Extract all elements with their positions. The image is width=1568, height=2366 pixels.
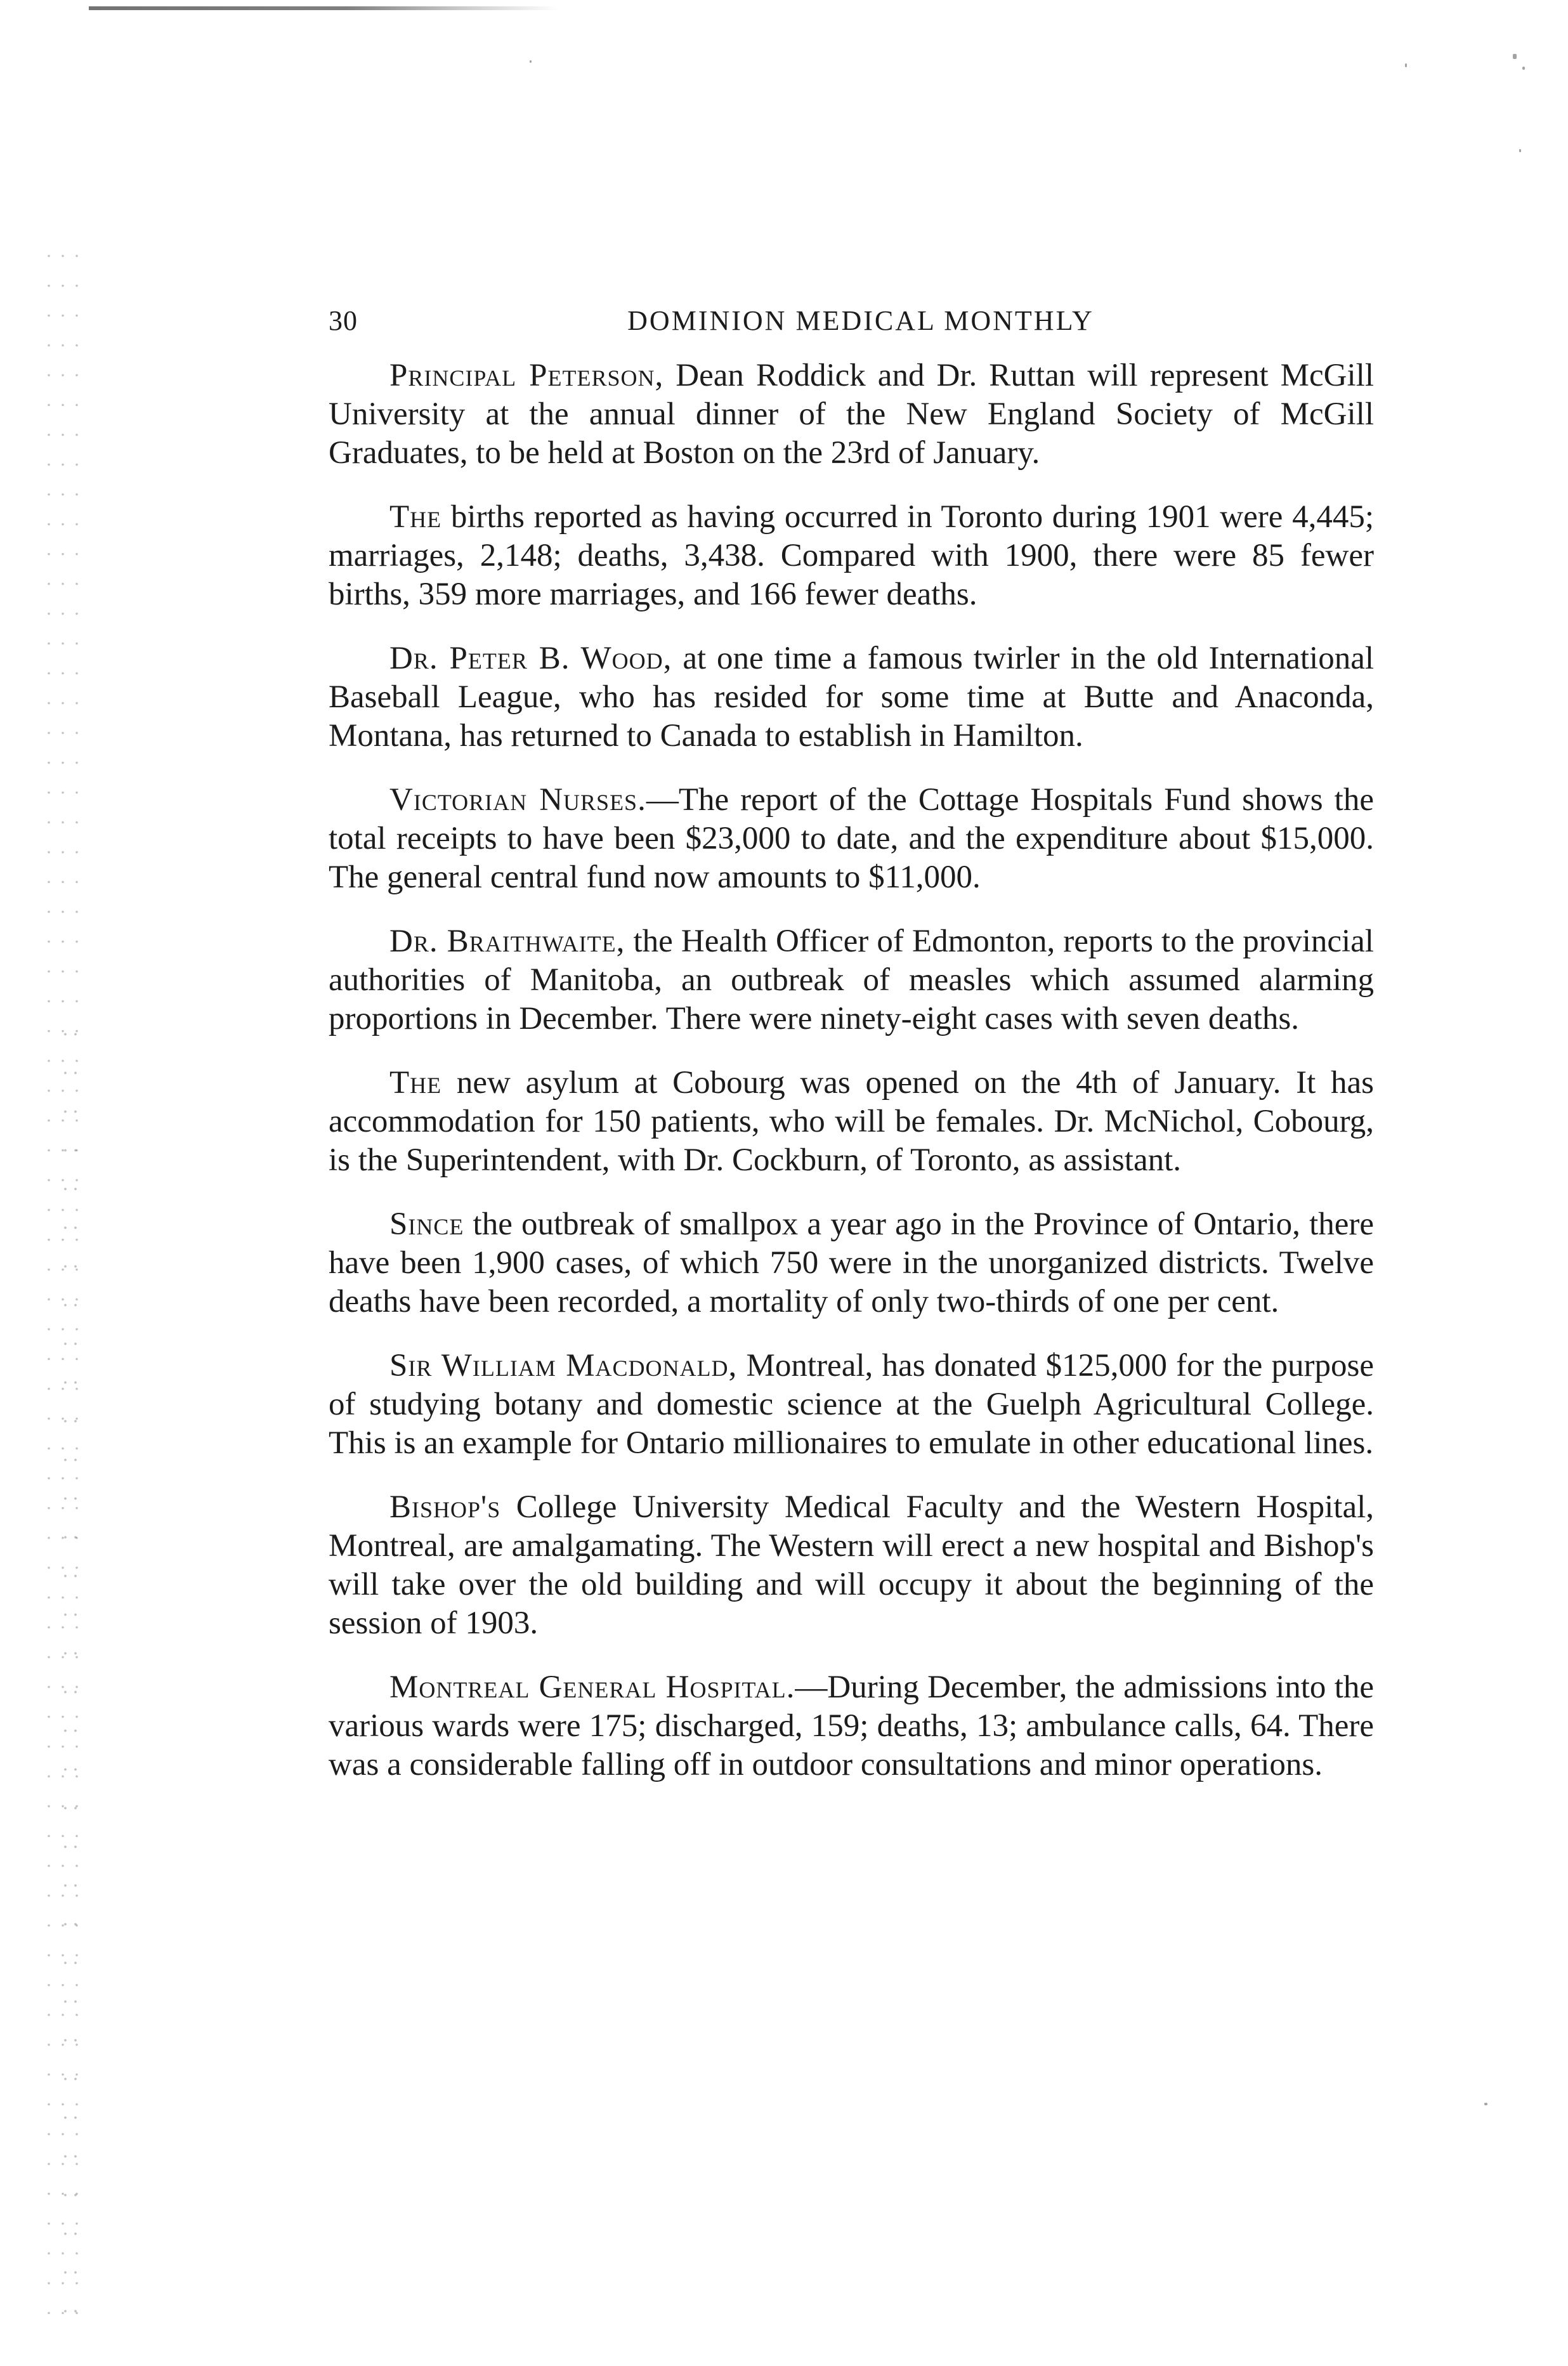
item-text: the outbreak of smallpox a year ago in the Province of Ontario, there have been 1,900 cases, of which 750 were in the unorganized districts. Twelve deaths have been recorded, a mortality of only two-thirds of one per cent.	[329, 1206, 1374, 1319]
item-text: —The report of the Cottage Hospitals Fund shows the total receipts to have been $23,000 to date, and the expenditure about $15,000. The general central fund now amounts to $11,000.	[329, 782, 1374, 895]
scan-edge-noise	[60, 1015, 79, 2315]
page-number: 30	[329, 305, 358, 336]
item-text: at one time a famous twirler in the old International Baseball League, who has resided for some time at Butte and Anaconda, Montana, has returned to Canada to establish in Hamilton.	[329, 641, 1375, 754]
item-lead: Dr. Peter B. Wood,	[389, 641, 672, 676]
item-text: new asylum at Cobourg was opened on the 4th of January. It has accommodation for 150 patients, who will be females. Dr. McNichol, Cobourg, is the Superintendent, with Dr. Cockburn, of Toronto, as assistant.	[329, 1065, 1374, 1178]
scan-speck	[1522, 67, 1525, 70]
news-item	[329, 781, 1374, 897]
item-lead: Montreal General Hospital.	[389, 1670, 795, 1705]
news-item	[329, 498, 1374, 614]
news-item	[329, 922, 1374, 1038]
news-item	[329, 356, 1374, 473]
running-head	[329, 293, 1374, 356]
scan-border-line	[89, 6, 558, 10]
scan-speck	[1484, 2103, 1487, 2105]
scan-speck	[530, 60, 532, 63]
news-item	[329, 1064, 1374, 1180]
item-lead: Sir William Macdonald,	[389, 1348, 738, 1383]
scan-speck	[1513, 54, 1517, 59]
news-item	[329, 1347, 1374, 1463]
news-item	[329, 1668, 1374, 1784]
journal-title: DOMINION MEDICAL MONTHLY	[627, 305, 1094, 336]
item-text: births reported as having occurred in Toronto during 1901 were 4,445; marriages, 2,148; deaths, 3,438. Compared with 1900, there were 85 fewer births, 359 more marriages, and 166 fewer deaths.	[329, 499, 1374, 612]
scan-speck	[1405, 63, 1407, 67]
item-lead: Bishop's	[389, 1489, 501, 1525]
item-lead: The	[389, 1065, 442, 1101]
news-item	[329, 1488, 1374, 1643]
item-text: —During December, the admissions into the various wards were 175; discharged, 159; deaths, 13; ambulance calls, 64. There was a considerable falling off in outdoor consultations and minor operations.	[329, 1670, 1374, 1782]
item-text: College University Medical Faculty and the Western Hospital, Montreal, are amalgamating. The Western will erect a new hospital and Bishop's will take over the old building and will occupy it about the beginning of the session of 1903.	[329, 1489, 1374, 1641]
item-lead: The	[389, 499, 442, 535]
item-text: Dean Roddick and Dr. Ruttan will represent McGill University at the annual dinner of the New England Society of McGill Graduates, to be held at Boston on the 23rd of January.	[329, 358, 1374, 471]
item-text: the Health Officer of Edmonton, reports to the provincial authorities of Manitoba, an outbreak of measles which assumed alarming proportions in December. There were ninety-eight cases with seven deaths.	[329, 924, 1374, 1036]
news-item	[329, 639, 1374, 755]
item-lead: Dr. Braithwaite,	[389, 924, 625, 959]
scan-speck	[1519, 149, 1521, 152]
item-lead: Principal Peterson,	[389, 358, 664, 393]
item-text: Montreal, has donated $125,000 for the purpose of studying botany and domestic science at the Guelph Agricultural College. This is an example for Ontario millionaires to emulate in other educational lines.	[329, 1348, 1374, 1461]
item-lead: Victorian Nurses.	[389, 782, 646, 818]
item-lead: Since	[389, 1206, 464, 1242]
page-body	[329, 293, 1374, 1810]
news-item	[329, 1205, 1374, 1321]
